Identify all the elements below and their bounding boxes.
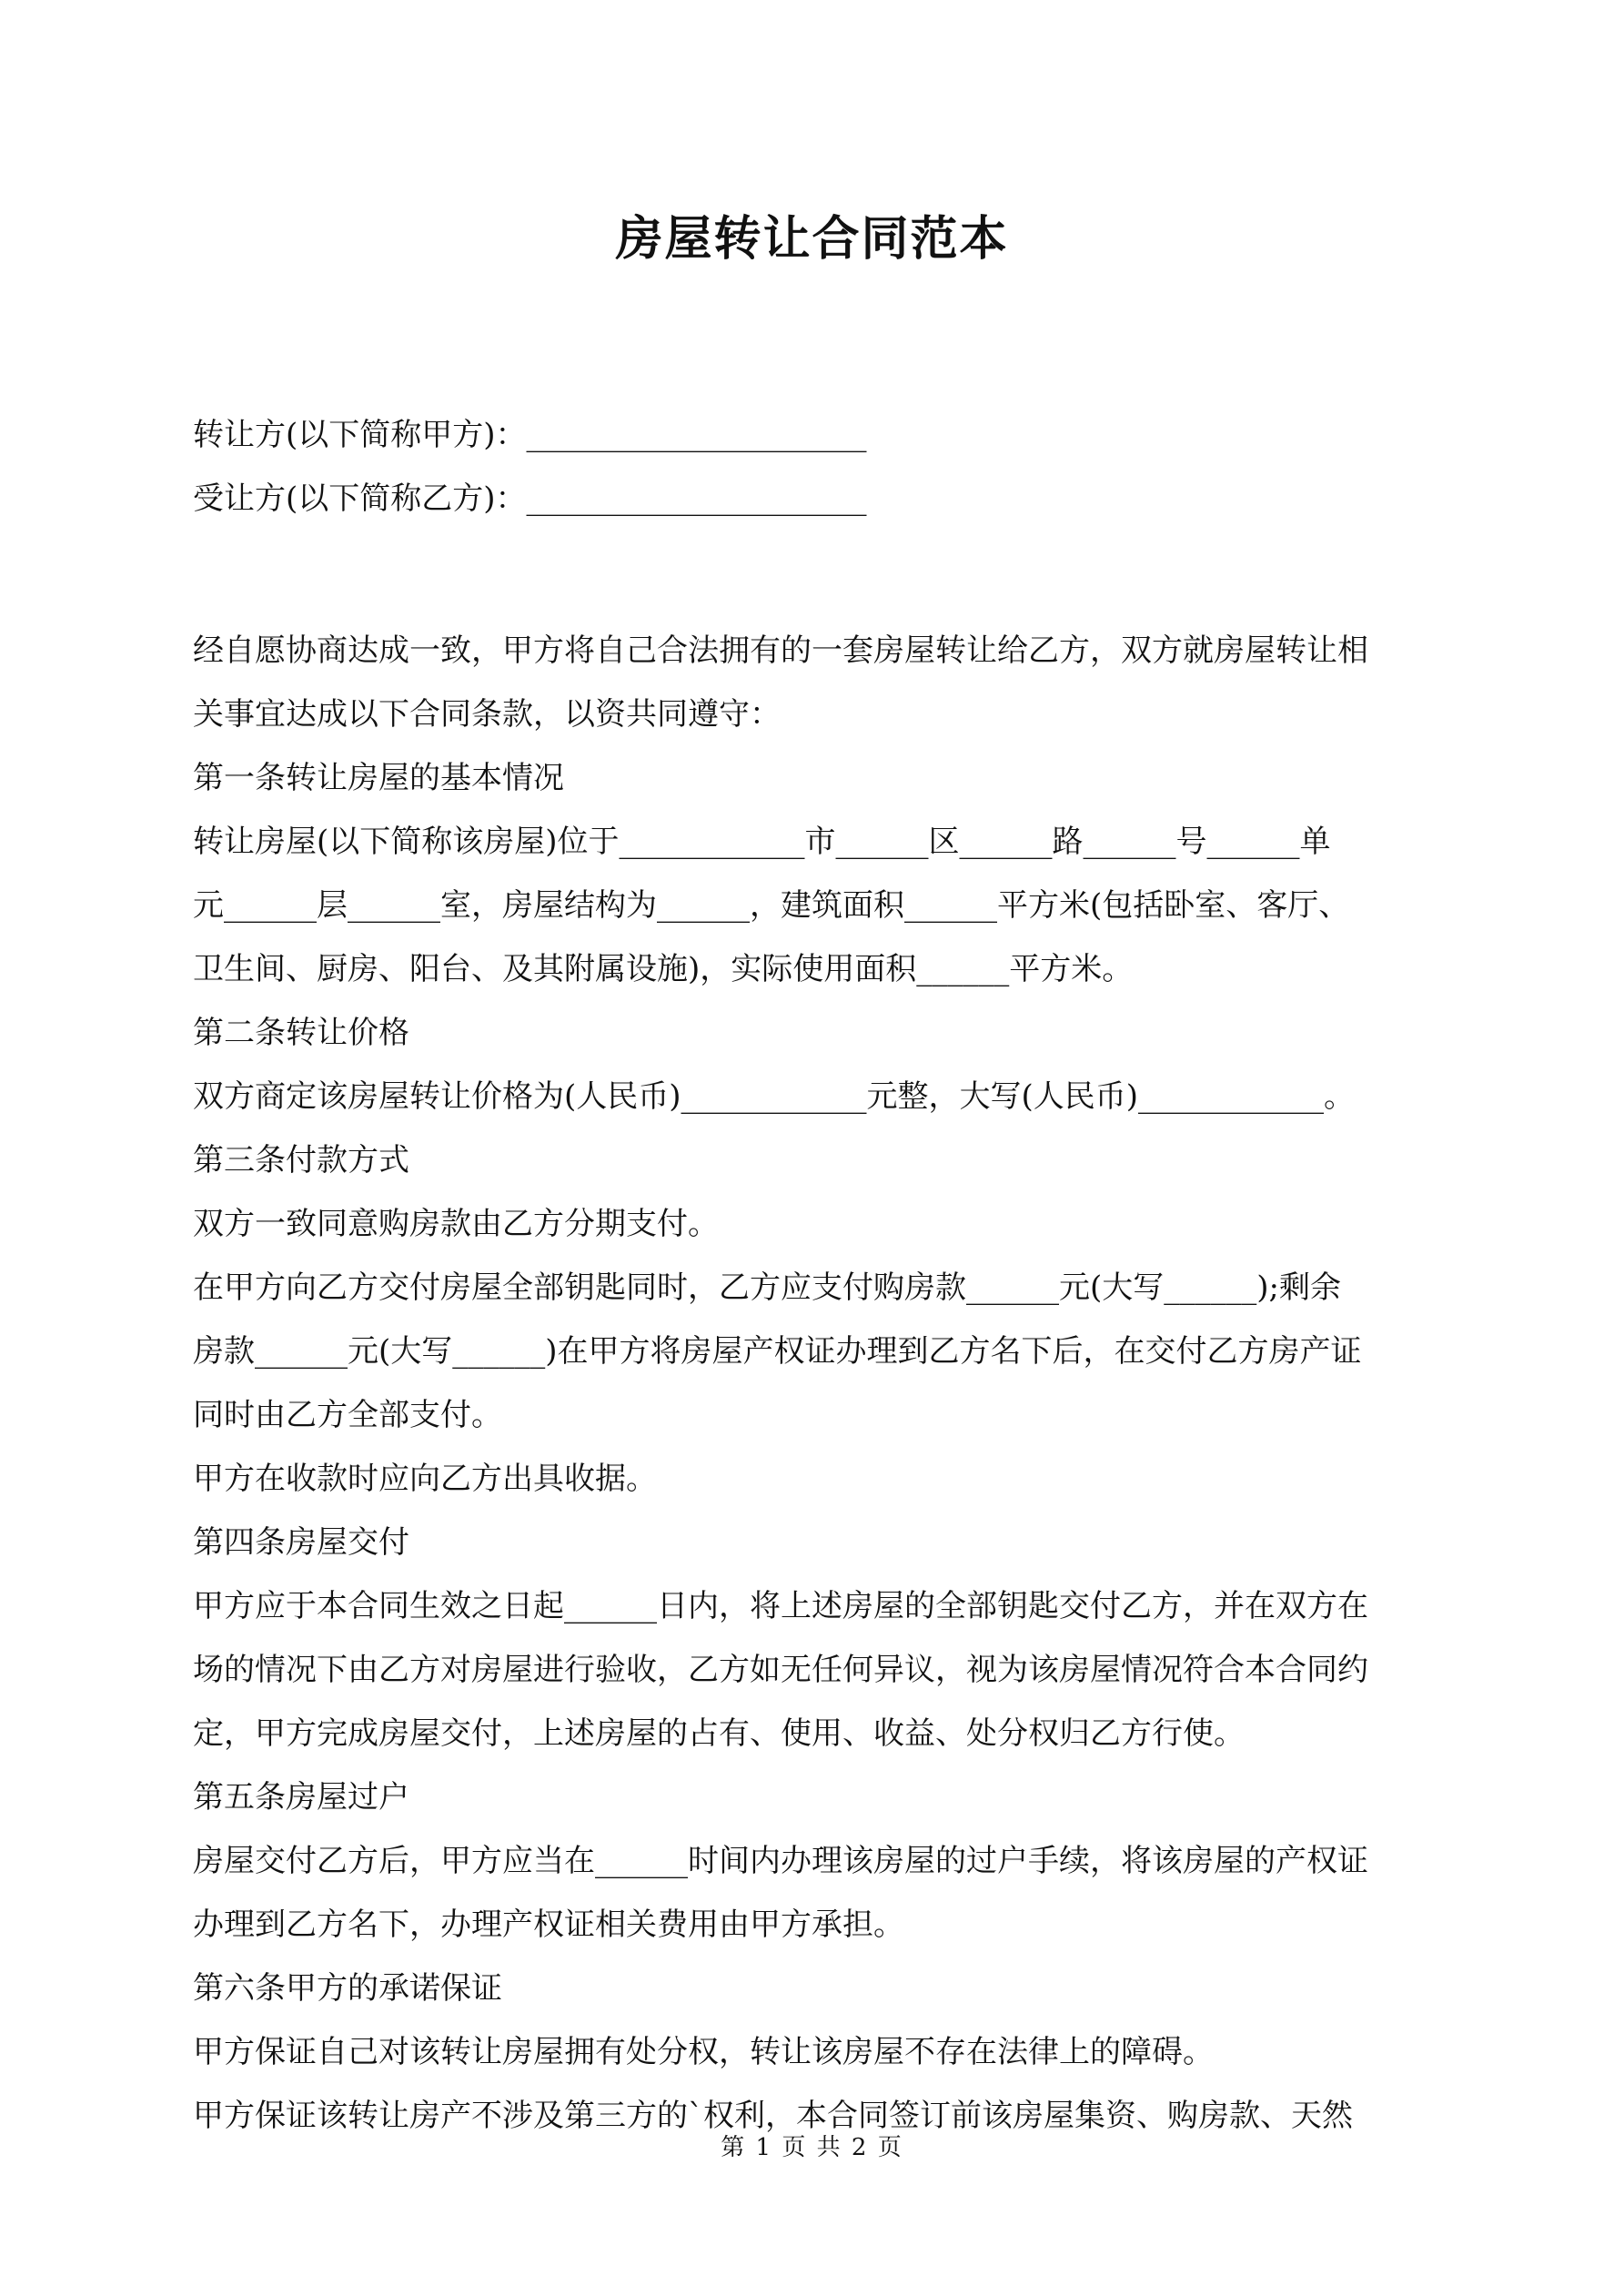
body-line: 同时由乙方全部支付。: [193, 1397, 502, 1433]
clause-heading: 第一条转让房屋的基本情况: [193, 760, 564, 796]
body-line: 甲方应于本合同生效之日起______日内，将上述房屋的全部钥匙交付乙方，并在双方在: [193, 1588, 1368, 1624]
transferee-line: 受让方(以下简称乙方)：______________________: [193, 480, 867, 517]
document-title: 房屋转让合同范本: [615, 211, 1009, 267]
body-line: 甲方在收款时应向乙方出具收据。: [193, 1461, 657, 1497]
clause-heading: 第四条房屋交付: [193, 1524, 409, 1561]
body-line: 卫生间、厨房、阳台、及其附属设施)，实际使用面积______平方米。: [193, 951, 1134, 987]
clause-heading: 第三条付款方式: [193, 1142, 409, 1178]
body-line: 元______层______室，房屋结构为______，建筑面积______平方米(包括卧室、客厅、: [193, 887, 1350, 924]
transferor-line: 转让方(以下简称甲方)：______________________: [193, 417, 867, 453]
body-line: 办理到乙方名下，办理产权证相关费用由甲方承担。: [193, 1907, 904, 1943]
body-line: 双方一致同意购房款由乙方分期支付。: [193, 1206, 719, 1242]
clause-heading: 第五条房屋过户: [193, 1779, 409, 1816]
body-line: 房款______元(大写______)在甲方将房屋产权证办理到乙方名下后，在交付乙方房产证: [193, 1333, 1362, 1370]
body-line: 在甲方向乙方交付房屋全部钥匙同时，乙方应支付购房款______元(大写______);剩余: [193, 1269, 1341, 1306]
body-line: 场的情况下由乙方对房屋进行验收，乙方如无任何异议，视为该房屋情况符合本合同约: [193, 1652, 1368, 1688]
clause-heading: 第二条转让价格: [193, 1015, 409, 1051]
body-line: 转让房屋(以下简称该房屋)位于____________市______区______路______号______单: [193, 824, 1331, 860]
clause-heading: 第六条甲方的承诺保证: [193, 1970, 502, 2007]
body-line: 关事宜达成以下合同条款，以资共同遵守：: [193, 696, 781, 733]
body-line: 定，甲方完成房屋交付，上述房屋的占有、使用、收益、处分权归乙方行使。: [193, 1715, 1245, 1752]
body-line: 双方商定该房屋转让价格为(人民币)____________元整，大写(人民币)____________。: [193, 1078, 1356, 1115]
page-footer: 第 1 页 共 2 页: [721, 2134, 903, 2161]
contract-body: [193, 619, 1439, 2148]
body-line: 经自愿协商达成一致，甲方将自己合法拥有的一套房屋转让给乙方，双方就房屋转让相: [193, 632, 1368, 669]
body-line: 甲方保证该转让房产不涉及第三方的`权利，本合同签订前该房屋集资、购房款、天然: [193, 2098, 1353, 2134]
body-line: 甲方保证自己对该转让房屋拥有处分权，转让该房屋不存在法律上的障碍。: [193, 2034, 1214, 2070]
body-line: 房屋交付乙方后，甲方应当在______时间内办理该房屋的过户手续，将该房屋的产权证: [193, 1843, 1368, 1879]
